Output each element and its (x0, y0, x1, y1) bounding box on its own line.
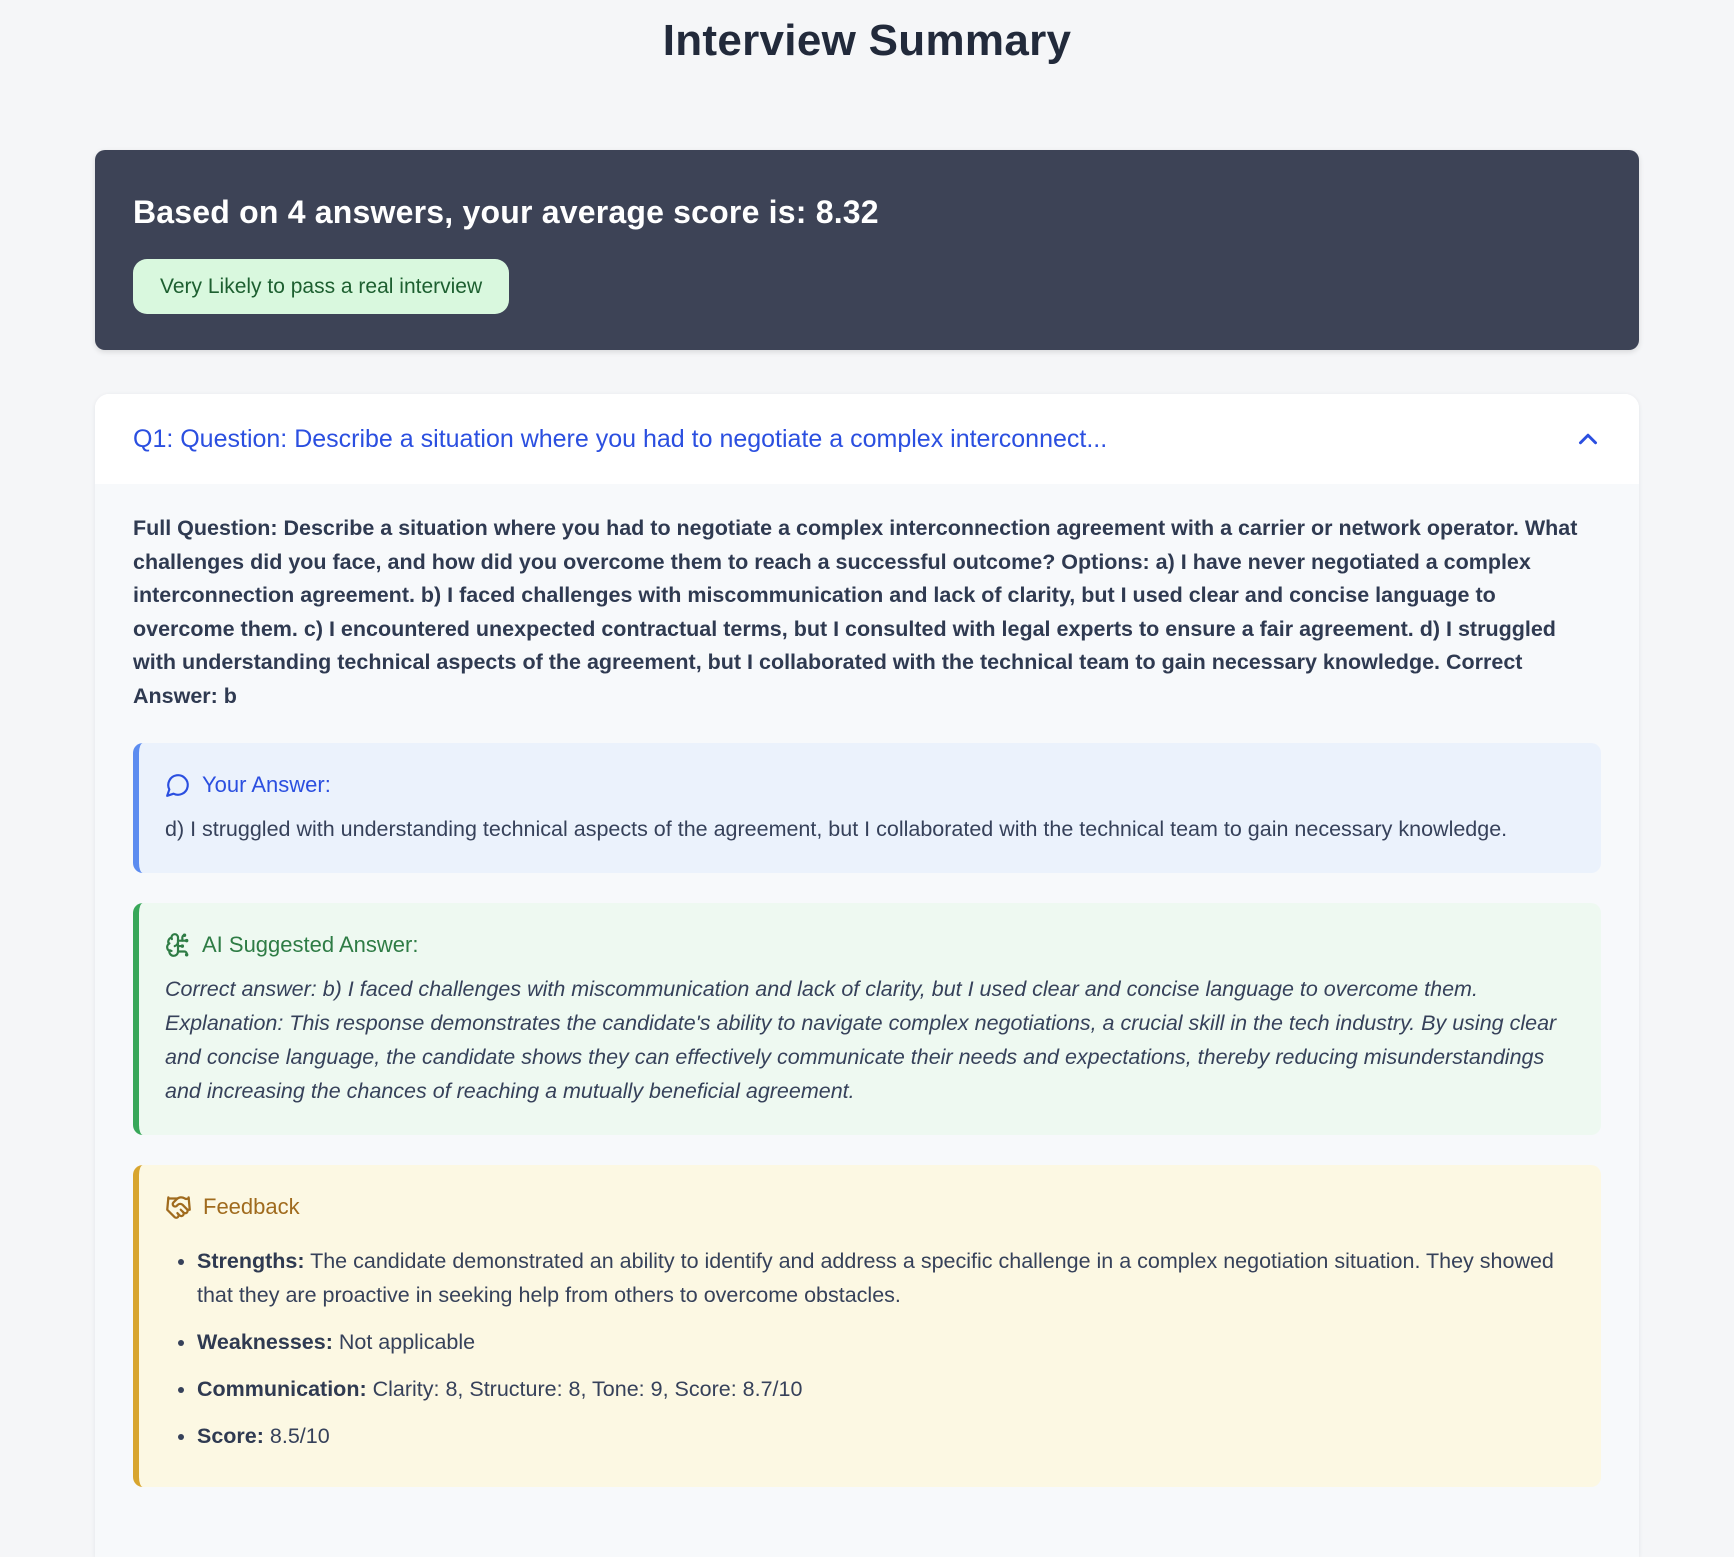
question-title: Q1: Question: Describe a situation where you had to negotiate a complex interconnect... (133, 424, 1108, 453)
message-bubble-icon (165, 772, 191, 798)
brain-circuit-icon (165, 932, 191, 958)
pass-likelihood-badge: Very Likely to pass a real interview (133, 259, 509, 314)
page-title: Interview Summary (662, 16, 1072, 65)
ai-answer-header (165, 928, 1573, 962)
question-card (95, 394, 1639, 1557)
handshake-icon (165, 1194, 192, 1221)
your-answer-text: d) I struggled with understanding technical aspects of the agreement, but I collaborated with the technical team to gain necessary knowledge. (165, 817, 1508, 841)
your-answer-label: Your Answer: (202, 772, 331, 797)
ai-answer-label: AI Suggested Answer: (202, 932, 419, 957)
feedback-item-strengths: • Strengths: The candidate demonstrated an ability to identify and address a specific challenge in a complex negotiation situation. They showed that they are proactive in seeking help from others to overcome obstacles. (197, 1244, 1573, 1312)
feedback-box (133, 1165, 1601, 1487)
your-answer-box (133, 743, 1601, 873)
feedback-item-weaknesses: • Weaknesses: Not applicable (197, 1325, 1573, 1359)
feedback-item-score: • Score: 8.5/10 (197, 1419, 1573, 1453)
feedback-header (165, 1190, 1573, 1224)
feedback-label: Feedback (203, 1194, 300, 1219)
feedback-item-communication: • Communication: Clarity: 8, Structure: 8, Tone: 9, Score: 8.7/10 (197, 1372, 1573, 1406)
question-body (95, 484, 1639, 1557)
ai-answer-text: Correct answer: b) I faced challenges with miscommunication and lack of clarity, but I used clear and concise language to overcome them. Explanation: This response demonstrates the candidate's ability to navigate complex negotiations, a crucial skill in the tech industry. By using clear and concise language, the candidate shows they can effectively communicate their needs and expectations, thereby reducing misunderstandings and increasing the chances of reaching a mutually beneficial agreement. (165, 977, 1557, 1103)
chevron-up-icon[interactable] (1573, 424, 1603, 454)
full-question-text: Full Question: Describe a situation where you had to negotiate a complex interconnection agreement with a carrier or network operator. What challenges did you face, and how did you overcome them to reach a successful outcome? Options: a) I have never negotiated a complex interconnection agreement. b) I faced challenges with miscommunication and lack of clarity, but I used clear and concise language to overcome them. c) I encountered unexpected contractual terms, but I consulted with legal experts to ensure a fair agreement. d) I struggled with understanding technical aspects of the agreement, but I collaborated with the technical team to gain necessary knowledge. Correct Answer: b (133, 516, 1578, 708)
average-score-text: Based on 4 answers, your average score is: 8.32 (133, 194, 879, 230)
ai-suggested-answer-box (133, 903, 1601, 1135)
feedback-list (165, 1244, 1573, 1453)
summary-card (95, 150, 1639, 350)
your-answer-header (165, 768, 1573, 802)
question-accordion-header[interactable] (95, 394, 1639, 484)
